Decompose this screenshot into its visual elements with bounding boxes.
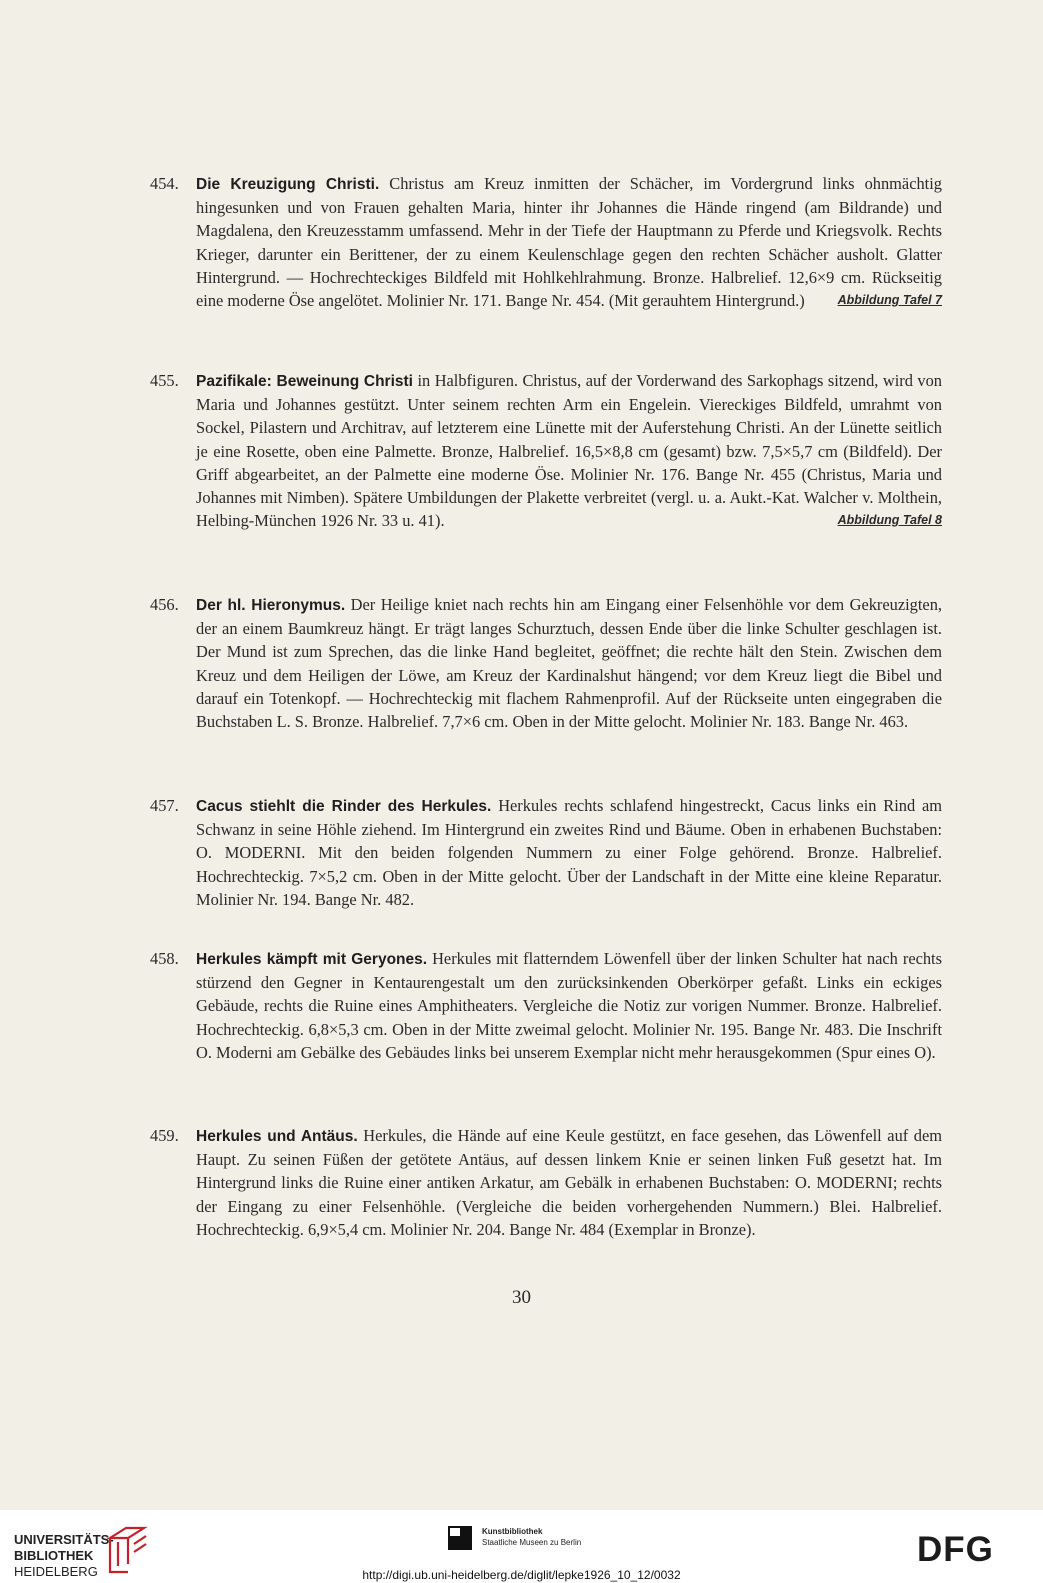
- entry-number: 459.: [150, 1126, 179, 1145]
- kunstbibliothek-logo-icon[interactable]: [448, 1526, 472, 1550]
- entry-text: Herkules, die Hände auf eine Keule gestützt, en face gesehen, das Löwenfell auf dem Haupt. Zu seinen Füßen der getötete Antäus, auf dessen linkem Knie er seinen linken Fuß gesetzt hat. Im Hintergrund links die Ruine einer antiken Arkatur, am Gebälk in erhabenen Buchstaben: O. MODERNI; rechts der Eingang zu einer Felsenhöhle. (Vergleiche die beiden vorhergehenden Nummern.) Blei. Halbrelief. Hochrechteckig. 6,9×5,4 cm. Molinier Nr. 204. Bange Nr. 484 (Exemplar in Bronze).: [196, 1126, 942, 1239]
- entry-text: Christus am Kreuz inmitten der Schächer, im Vordergrund links ohnmächtig hingesunken und von Frauen gehalten Maria, hinter ihr Johannes die Hände ringend (am Bildrande) und Magdalena, den Kreuzesstamm umfassend. Mehr in der Tiefe der Hauptmann zu Pferde und Kriegsvolk. Rechts Krieger, darunter ein Berittener, der zu einem Keulenschlage gegen den rechten Schächer ausholt. Glatter Hintergrund. — Hochrechteckiges Bildfeld mit Hohlkehlrahmung. Bronze. Halbrelief. 12,6×9 cm. Rückseitig eine moderne Öse angelötet. Molinier Nr. 171. Bange Nr. 454. (Mit gerauhtem Hintergrund.): [196, 174, 942, 311]
- kb-line-2: Staatliche Museen zu Berlin: [482, 1538, 582, 1547]
- abbildung-reference: Abbildung Tafel 7: [837, 293, 942, 308]
- entry-body: [196, 947, 942, 1064]
- dfg-logo[interactable]: DFG: [917, 1530, 994, 1569]
- entry-number: 457.: [150, 796, 179, 815]
- ub-line-1: UNIVERSITÄTS-: [14, 1532, 114, 1547]
- entry-title: Die Kreuzigung Christi.: [196, 176, 380, 193]
- entry-body: [196, 794, 942, 911]
- source-url-link[interactable]: http://digi.ub.uni-heidelberg.de/diglit/lepke1926_10_12/0032: [362, 1568, 681, 1582]
- catalog-entry-458: [150, 947, 942, 1064]
- ub-line-2: BIBLIOTHEK: [14, 1548, 94, 1563]
- catalog-entry-457: [150, 794, 942, 911]
- entry-body: [196, 1124, 942, 1241]
- entry-text: Der Heilige kniet nach rechts hin am Eingang einer Felsenhöhle vor dem Gekreuzigten, der an einem Baumkreuz hängt. Er trägt langes Schurztuch, dessen Ende über die linke Schulter geschlagen ist. Der Mund ist zum Sprechen, das die linke Hand begleitet, geöffnet; die rechte hält den Stein. Zwischen dem Kreuz und dem Heiligen der Löwe, am Kreuz der Kardinalshut hängend; vor dem Kreuz liegt die Bibel und darauf ein Totenkopf. — Hochrechteckig mit flachem Rahmenprofil. Auf der Rückseite unten eingegraben die Buchstaben L. S. Bronze. Halbrelief. 7,7×6 cm. Oben in der Mitte gelocht. Molinier Nr. 183. Bange Nr. 463.: [196, 595, 942, 732]
- entry-number: 454.: [150, 174, 179, 193]
- entry-body: [196, 593, 942, 733]
- entry-number: 456.: [150, 595, 179, 614]
- catalog-entry-454: [150, 172, 942, 312]
- entry-title: Pazifikale: Beweinung Christi: [196, 373, 413, 390]
- kb-line-1: Kunstbibliothek: [482, 1527, 543, 1536]
- entry-title: Cacus stiehlt die Rinder des Herkules.: [196, 798, 492, 815]
- kunstbibliothek-label: [482, 1526, 581, 1548]
- abbildung-reference: Abbildung Tafel 8: [837, 513, 942, 528]
- footer-bar: [0, 1510, 1043, 1583]
- entry-title: Der hl. Hieronymus.: [196, 597, 346, 614]
- page-number: 30: [512, 1287, 531, 1308]
- entry-text: Herkules rechts schlafend hingestreckt, Cacus links ein Rind am Schwanz in seine Höhle ziehend. Im Hintergrund ein zweites Rind und Bäume. Oben in erhabenen Buchstaben: O. MODERNI. Mit den beiden folgenden Nummern zu einer Folge gehörend. Bronze. Halbrelief. Hochrechteckig. 7×5,2 cm. Oben in der Mitte gelocht. Über der Landschaft in der Mitte eine kleine Reparatur. Molinier Nr. 194. Bange Nr. 482.: [196, 796, 943, 909]
- entry-text: Herkules mit flatterndem Löwenfell über der linken Schulter hat nach rechts stürzend den Gegner in Kentaurengestalt um den zurücksinkenden Oberkörper gefaßt. Links ein eckiges Gebäude, rechts die Ruine eines Amphitheaters. Vergleiche die Notiz zur vorigen Nummer. Bronze. Halbrelief. Hochrechteckig. 6,8×5,3 cm. Oben in der Mitte zweimal gelocht. Molinier Nr. 195. Bange Nr. 483. Die Inschrift O. Moderni am Gebälke des Gebäudes links bei unserem Exemplar nicht mehr herausgekommen (Spur eines O).: [196, 949, 942, 1062]
- entry-title: Herkules und Antäus.: [196, 1128, 358, 1145]
- entry-body: [196, 172, 942, 312]
- ub-line-3: HEIDELBERG: [14, 1564, 98, 1579]
- entry-number: 455.: [150, 371, 179, 390]
- entry-text: in Halbfiguren. Christus, auf der Vorderwand des Sarkophags sitzend, wird von Maria und Johannes gestützt. Unter seinem rechten Arm ein Engelein. Viereckiges Bildfeld, umrahmt von Sockel, Pilastern und Architrav, auf letzterem eine Lünette mit der Auferstehung Christi. An der Lünette seitlich je eine Rosette, oben eine Palmette. Bronze, Halbrelief. 16,5×8,8 cm (gesamt) bzw. 7,5×5,7 cm (Bildfeld). Der Griff abgearbeitet, an der Palmette eine moderne Öse. Molinier Nr. 176. Bange Nr. 455 (Christus, Maria und Johannes mit Nimben). Spätere Umbildungen der Plakette verbreitet (vergl. u. a. Aukt.-Kat. Walcher v. Molthein, Helbing-München 1926 Nr. 33 u. 41).: [196, 371, 942, 531]
- catalog-entry-459: [150, 1124, 942, 1241]
- catalog-entry-456: [150, 593, 942, 733]
- entry-number: 458.: [150, 949, 179, 968]
- entry-body: [196, 369, 942, 532]
- catalog-entry-455: [150, 369, 942, 532]
- entry-title: Herkules kämpft mit Geryones.: [196, 951, 428, 968]
